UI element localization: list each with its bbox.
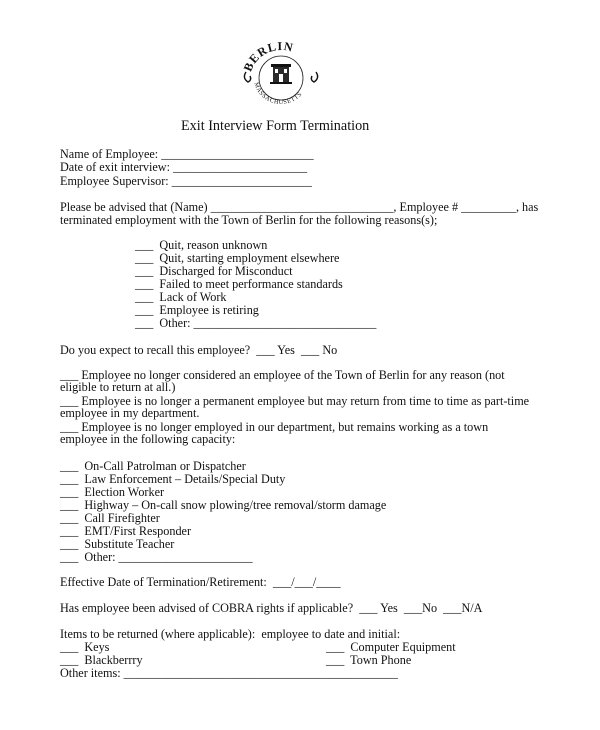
other-items-field[interactable]: Other items: _____________________________________________ (60, 666, 398, 680)
reason-item[interactable]: ___ Quit, starting employment elsewhere (135, 251, 340, 265)
exit-date-field[interactable]: Date of exit interview: ______________________ (60, 160, 308, 174)
reason-item[interactable]: ___ Employee is retiring (135, 303, 259, 317)
svg-text:BERLIN: BERLIN (240, 42, 296, 74)
capacity-item[interactable]: ___ EMT/First Responder (60, 524, 192, 538)
items-heading: Items to be returned (where applicable): employee to date and initial: (60, 627, 401, 641)
capacity-item[interactable]: ___ Other: ______________________ (60, 550, 253, 564)
status-option-1-line-1[interactable]: ___ Employee no longer considered an employee of the Town of Berlin for any reason (not (60, 368, 505, 382)
status-option-1-line-2: eligible to return at all.) (60, 380, 176, 394)
employee-name-field[interactable]: Name of Employee: _________________________ (60, 147, 314, 161)
item-computer-equipment[interactable]: ___ Computer Equipment (326, 640, 456, 654)
form-title: Exit Interview Form Termination (181, 118, 370, 134)
item-blackberry[interactable]: ___ Blackberrry (60, 653, 143, 667)
reason-item[interactable]: ___ Discharged for Misconduct (135, 264, 293, 278)
capacity-item[interactable]: ___ Election Worker (60, 485, 165, 499)
svg-text:MASSACHUSETTS: MASSACHUSETTS (252, 81, 304, 107)
status-option-2-line-1[interactable]: ___ Employee is no longer a permanent employee but may return from time to time as part-time (60, 394, 530, 408)
status-option-2-line-2: employee in my department. (60, 406, 200, 420)
capacity-item[interactable]: ___ Call Firefighter (60, 511, 160, 525)
status-option-3-line-1[interactable]: ___ Employee is no longer employed in our department, but remains working as a town (60, 420, 489, 434)
recall-question[interactable]: Do you expect to recall this employee? ___ Yes ___ No (60, 343, 338, 357)
item-town-phone[interactable]: ___ Town Phone (326, 653, 412, 667)
reason-item[interactable]: ___ Lack of Work (135, 290, 227, 304)
advised-line-1[interactable]: Please be advised that (Name) ______________________________, Employee # _________, has (60, 200, 539, 214)
reason-item[interactable]: ___ Failed to meet performance standards (135, 277, 343, 291)
reason-item[interactable]: ___ Quit, reason unknown (135, 238, 268, 252)
capacity-item[interactable]: ___ On-Call Patrolman or Dispatcher (60, 459, 246, 473)
town-seal-logo (240, 42, 322, 108)
capacity-item[interactable]: ___ Highway – On-call snow plowing/tree removal/storm damage (60, 498, 387, 512)
supervisor-field[interactable]: Employee Supervisor: _______________________ (60, 174, 312, 188)
effective-date-field[interactable]: Effective Date of Termination/Retirement: ___/___/____ (60, 575, 341, 589)
advised-line-2: terminated employment with the Town of Berlin for the following reasons(s); (60, 213, 438, 227)
capacity-item[interactable]: ___ Substitute Teacher (60, 537, 175, 551)
status-option-3-line-2: employee in the following capacity: (60, 432, 236, 446)
capacity-item[interactable]: ___ Law Enforcement – Details/Special Duty (60, 472, 286, 486)
reason-item[interactable]: ___ Other: ______________________________ (135, 316, 377, 330)
cobra-question[interactable]: Has employee been advised of COBRA rights if applicable? ___ Yes ___No ___N/A (60, 601, 483, 615)
item-keys[interactable]: ___ Keys (60, 640, 110, 654)
